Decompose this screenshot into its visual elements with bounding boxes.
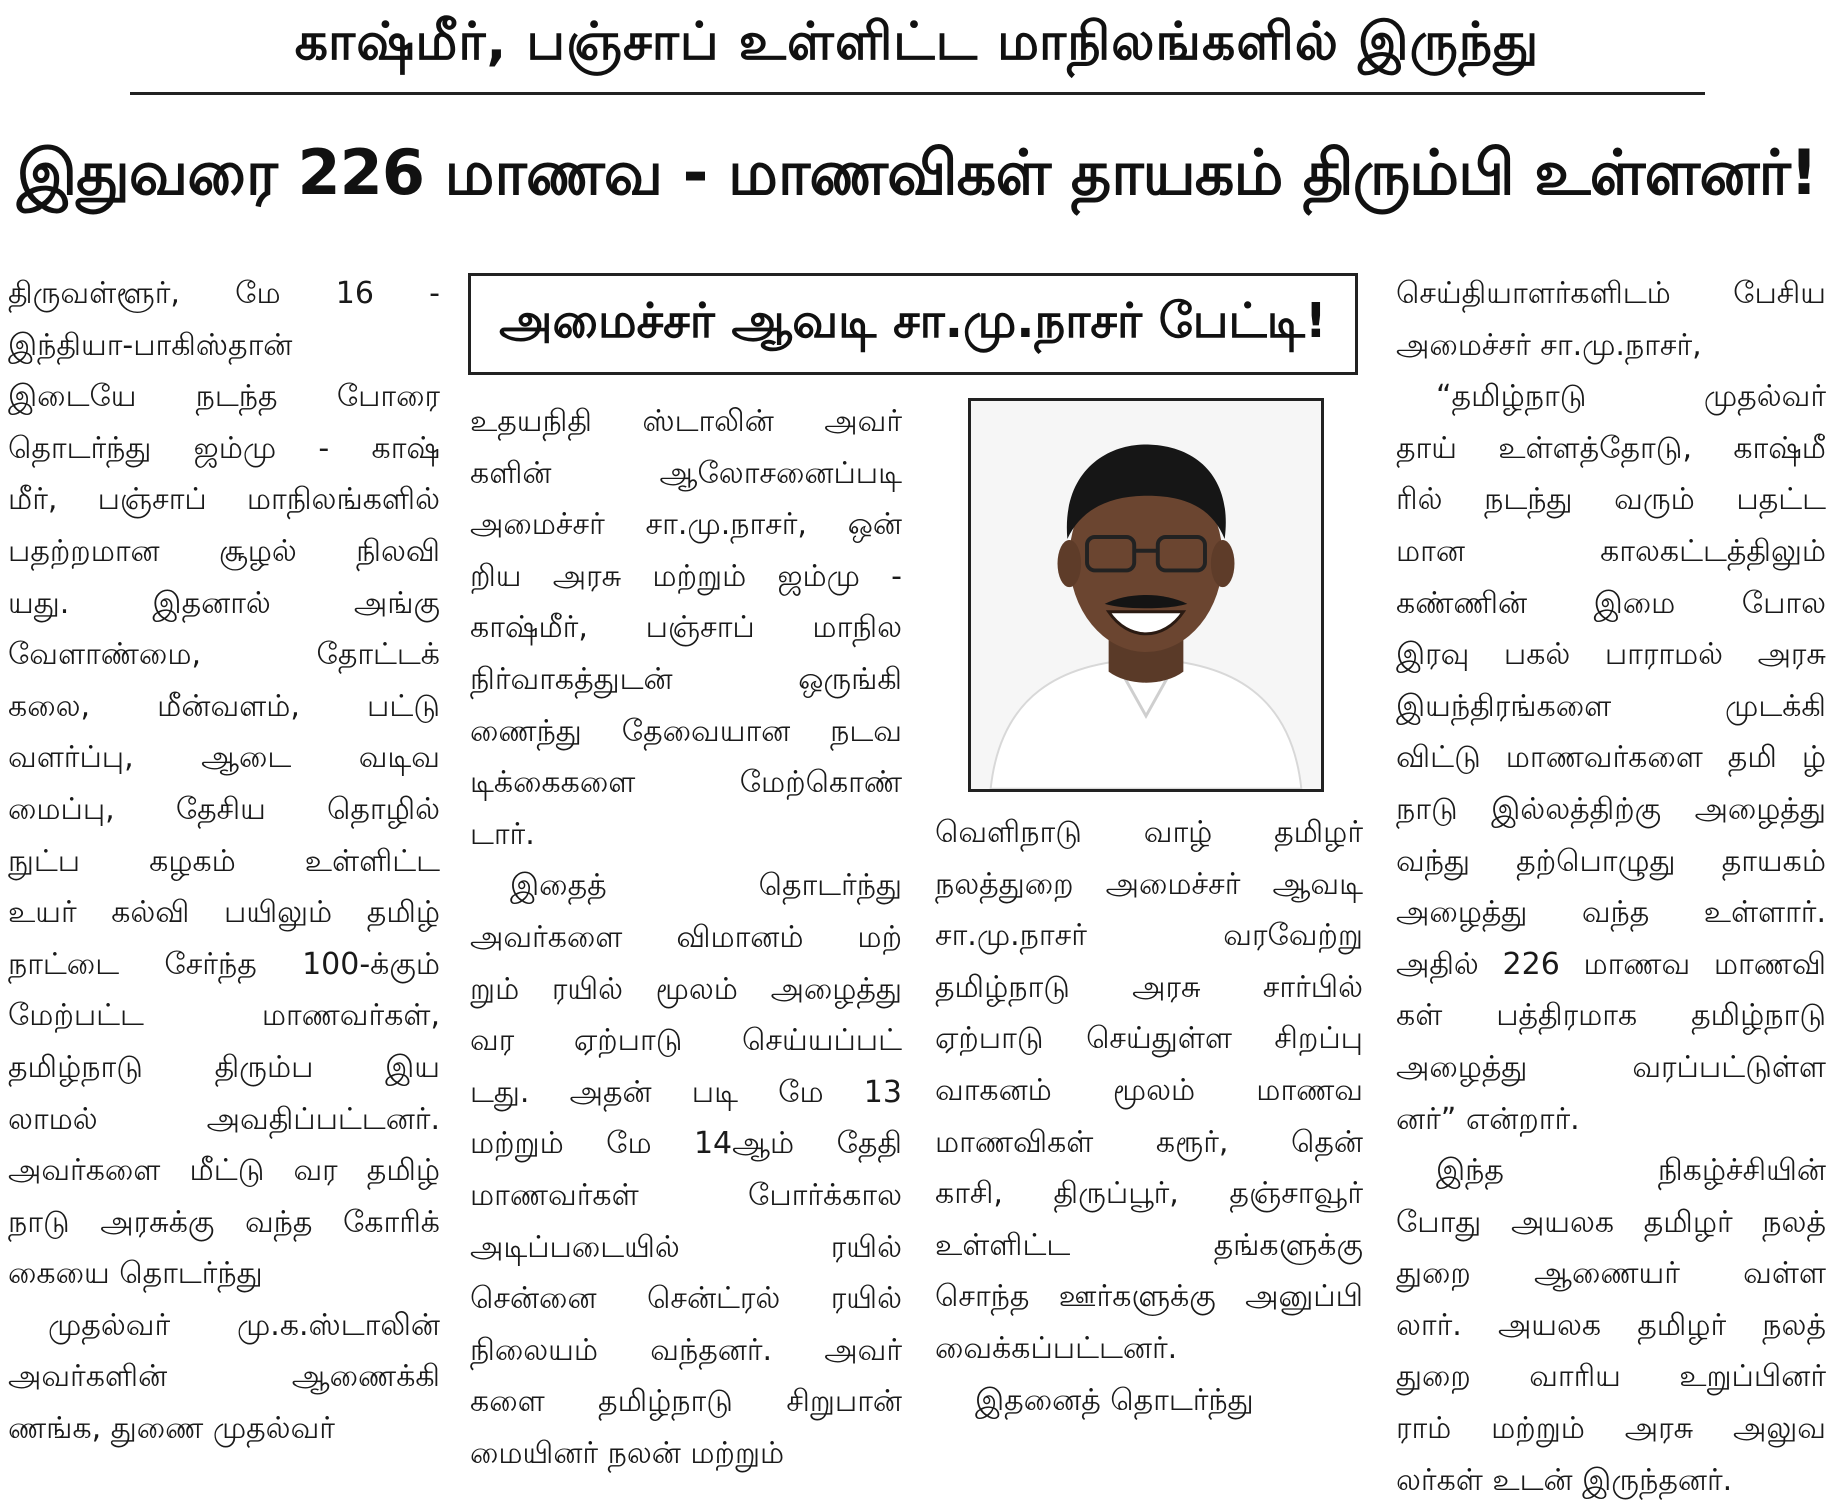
article-line: ணைந்து தேவையான நடவ xyxy=(470,713,902,749)
subheadline-text: அமைச்சர் ஆவடி சா.மு.நாசர் பேட்டி! xyxy=(499,293,1327,349)
article-line: யது. இதனால் அங்கு xyxy=(8,585,440,621)
article-line: டிக்கைகளை மேற்கொண் xyxy=(470,765,902,801)
article-line: வாகனம் மூலம் மாணவ xyxy=(935,1072,1363,1108)
article-line: றும் ரயில் மூலம் அழைத்து xyxy=(470,971,902,1007)
article-line: போது அயலக தமிழர் நலத் xyxy=(1396,1204,1826,1240)
article-column-3 xyxy=(935,807,1363,1426)
article-line: மேற்பட்ட மாணவர்கள், xyxy=(8,998,440,1034)
article-line: செய்தியாளர்களிடம் பேசிய xyxy=(1396,276,1826,311)
article-column-4 xyxy=(1396,268,1826,1506)
article-line: மையினர் நலன் மற்றும் xyxy=(470,1435,785,1471)
article-line: இந்தியா-பாகிஸ்தான் xyxy=(8,327,293,363)
article-line: காசி, திருப்பூர், தஞ்சாவூர் xyxy=(935,1176,1363,1212)
article-line: மாணவர்கள் போர்க்கால xyxy=(470,1177,902,1213)
article-line: சா.மு.நாசர் வரவேற்று xyxy=(935,918,1363,954)
article-line: இடையே நடந்த போரை xyxy=(8,379,440,415)
article-line: வைக்கப்பட்டனர். xyxy=(935,1330,1178,1366)
article-line: வேளாண்மை, தோட்டக் xyxy=(8,637,440,673)
article-line: இதனைத் தொடர்ந்து xyxy=(975,1382,1254,1418)
article-line: வெளிநாடு வாழ் தமிழர் xyxy=(935,815,1363,850)
article-line: நிலையம் வந்தனர். அவர் xyxy=(470,1332,902,1368)
article-line: நாடு இல்லத்திற்கு அழைத்து xyxy=(1396,791,1826,827)
article-line: உதயநிதி ஸ்டாலின் அவர் xyxy=(470,404,902,439)
article-line: களை தமிழ்நாடு சிறுபான் xyxy=(470,1384,902,1420)
article-line: கலை, மீன்வளம், பட்டு xyxy=(8,688,440,724)
main-headline: இதுவரை 226 மாணவ - மாணவிகள் தாயகம் திரும்பி உள்ளனர்! xyxy=(16,136,1818,209)
article-line: முதல்வர் மு.க.ஸ்டாலின் xyxy=(48,1307,440,1343)
article-line: அடிப்படையில் ரயில் xyxy=(470,1229,902,1265)
article-line: அவர்களை விமானம் மற் xyxy=(470,919,902,955)
article-line: விட்டு மாணவர்களை தமி ழ் xyxy=(1396,740,1826,776)
portrait-image xyxy=(971,401,1321,789)
article-line: அழைத்து வரப்பட்டுள்ள xyxy=(1396,1049,1826,1085)
article-line: றிய அரசு மற்றும் ஜம்மு - xyxy=(470,558,902,594)
article-line: ஏற்பாடு செய்துள்ள சிறப்பு xyxy=(935,1021,1363,1057)
article-line: உயர் கல்வி பயிலும் தமிழ் xyxy=(8,895,440,931)
article-line: துறை ஆணையர் வள்ள xyxy=(1396,1256,1826,1292)
article-line: பதற்றமான சூழல் நிலவி xyxy=(8,533,440,569)
article-column-2 xyxy=(470,396,902,1479)
article-line: திருவள்ளூர், மே 16 - xyxy=(8,276,440,311)
article-line: தொடர்ந்து ஜம்மு - காஷ் xyxy=(8,430,440,466)
article-line: இயந்திரங்களை முடக்கி xyxy=(1396,688,1826,724)
article-line: தாய் உள்ளத்தோடு, காஷ்மீ xyxy=(1396,430,1826,466)
article-line: சென்னை சென்ட்ரல் ரயில் xyxy=(470,1281,902,1317)
article-line: மான காலகட்டத்திலும் xyxy=(1396,533,1826,569)
article-line: மைப்பு, தேசிய தொழில் xyxy=(8,791,440,827)
article-line: லார். அயலக தமிழர் நலத் xyxy=(1396,1307,1826,1343)
article-line: கையை தொடர்ந்து xyxy=(8,1256,263,1292)
article-line: கள் பத்திரமாக தமிழ்நாடு xyxy=(1396,998,1826,1034)
article-line: அழைத்து வந்த உள்ளார். xyxy=(1396,895,1826,931)
article-line: ராம் மற்றும் அரசு அலுவ xyxy=(1396,1411,1826,1447)
article-line: அமைச்சர் சா.மு.நாசர், xyxy=(1396,327,1702,363)
article-line: இதைத் தொடர்ந்து xyxy=(510,868,902,904)
article-line: ணங்க, துணை முதல்வர் xyxy=(8,1411,335,1447)
article-line: அவர்களை மீட்டு வர தமிழ் xyxy=(8,1153,440,1189)
article-line: மாணவிகள் கரூர், தென் xyxy=(935,1124,1363,1160)
article-line: லர்கள் உடன் இருந்தனர். xyxy=(1396,1462,1733,1498)
article-line: அவர்களின் ஆணைக்கி xyxy=(8,1359,440,1395)
article-line: கண்ணின் இமை போல xyxy=(1396,585,1826,621)
article-line: தமிழ்நாடு அரசு சார்பில் xyxy=(935,969,1363,1005)
article-line: அதில் 226 மாணவ மாணவி xyxy=(1396,946,1826,982)
article-line: இரவு பகல் பாராமல் அரசு xyxy=(1396,637,1826,673)
article-line: னர்” என்றார். xyxy=(1396,1101,1580,1137)
article-line: நுட்ப கழகம் உள்ளிட்ட xyxy=(8,843,440,879)
article-line: லாமல் அவதிப்பட்டனர். xyxy=(8,1101,440,1137)
article-line: நாட்டை சேர்ந்த 100-க்கும் xyxy=(8,946,440,982)
article-column-1 xyxy=(8,268,440,1455)
subheadline-box xyxy=(468,273,1358,375)
article-line: களின் ஆலோசனைப்படி xyxy=(470,455,902,491)
kicker-headline: காஷ்மீர், பஞ்சாப் உள்ளிட்ட மாநிலங்களில் இருந்து xyxy=(294,12,1540,72)
article-line: துறை வாரிய உறுப்பினர் xyxy=(1396,1359,1826,1395)
article-line: காஷ்மீர், பஞ்சாப் மாநில xyxy=(470,610,902,646)
article-line: சொந்த ஊர்களுக்கு அனுப்பி xyxy=(935,1279,1363,1315)
article-line: மற்றும் மே 14ஆம் தேதி xyxy=(470,1126,902,1162)
article-line: நலத்துறை அமைச்சர் ஆவடி xyxy=(935,866,1363,902)
article-line: வர ஏற்பாடு செய்யப்பட் xyxy=(470,1023,902,1059)
article-line: டது. அதன் படி மே 13 xyxy=(470,1074,902,1110)
article-line: தமிழ்நாடு திரும்ப இய xyxy=(8,1049,440,1085)
article-line: டார். xyxy=(470,816,535,852)
article-line: அமைச்சர் சா.மு.நாசர், ஒன் xyxy=(470,507,902,543)
article-line: நாடு அரசுக்கு வந்த கோரிக் xyxy=(8,1204,440,1240)
article-line: இந்த நிகழ்ச்சியின் xyxy=(1436,1153,1826,1189)
article-line: “தமிழ்நாடு முதல்வர் xyxy=(1436,379,1826,415)
article-line: மீர், பஞ்சாப் மாநிலங்களில் xyxy=(8,482,440,518)
article-line: உள்ளிட்ட தங்களுக்கு xyxy=(935,1227,1363,1263)
article-line: ரில் நடந்து வரும் பதட்ட xyxy=(1396,482,1826,518)
kicker-divider xyxy=(130,92,1705,95)
article-line: நிர்வாகத்துடன் ஒருங்கி xyxy=(470,661,902,697)
article-line: வளர்ப்பு, ஆடை வடிவ xyxy=(8,740,440,776)
article-line: வந்து தற்பொழுது தாயகம் xyxy=(1396,843,1826,879)
minister-photo xyxy=(968,398,1324,792)
